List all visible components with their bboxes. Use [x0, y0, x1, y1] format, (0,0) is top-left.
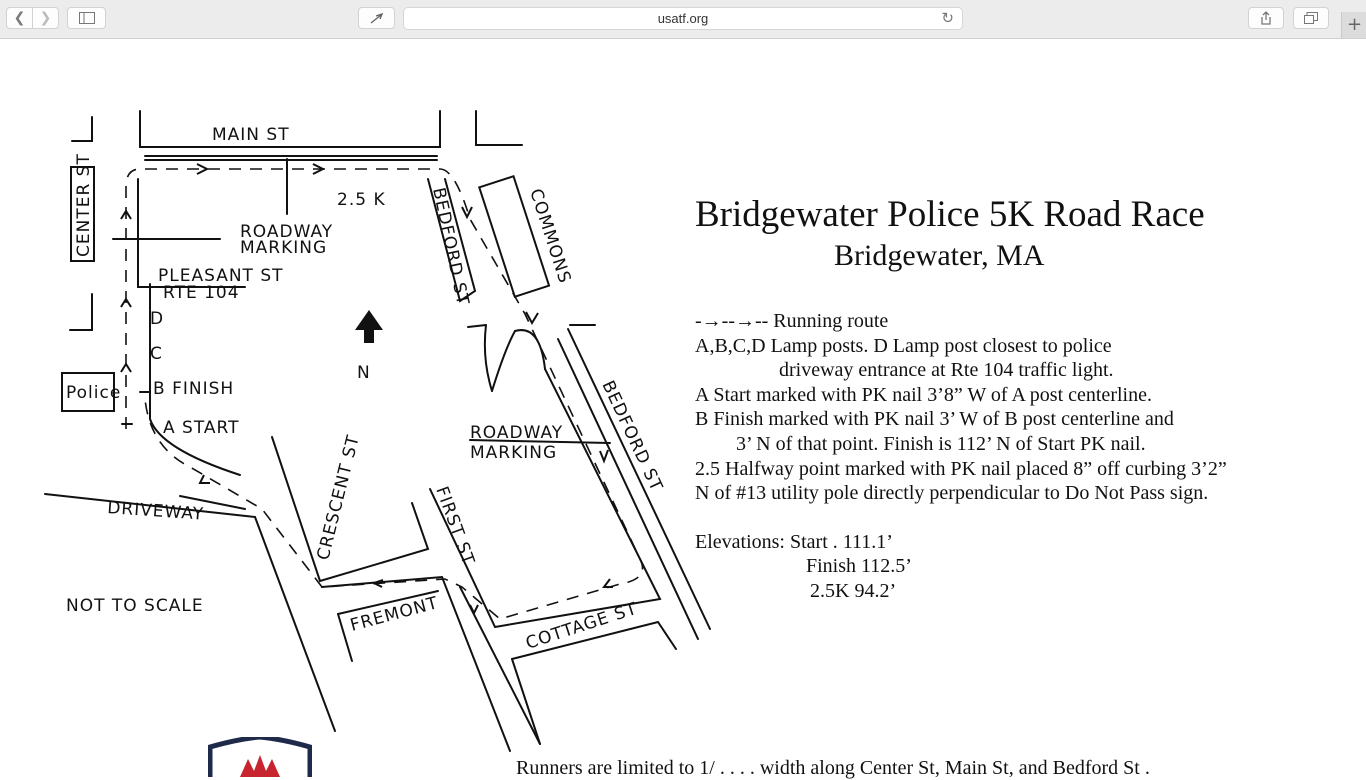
- legend-line-1: A,B,C,D Lamp posts. D Lamp post closest to police: [695, 334, 1112, 357]
- label-cottage-st: COTTAGE ST: [523, 598, 641, 654]
- feather-icon: [369, 12, 385, 24]
- legend-route: -→--→-- Running route: [695, 310, 889, 332]
- label-north: N: [357, 363, 371, 383]
- label-police: Police: [66, 383, 122, 403]
- label-lamp-d: D: [150, 309, 165, 329]
- label-halfway: 2.5 K: [337, 190, 386, 210]
- label-first-st: FIRST ST: [431, 483, 479, 569]
- legend-line-6: 2.5 Halfway point marked with PK nail placed 8” off curbing 3’2”: [695, 457, 1227, 480]
- forward-button[interactable]: [32, 7, 59, 29]
- usatf-shield-logo: [208, 737, 312, 777]
- label-driveway: DRIVEWAY: [106, 498, 205, 525]
- url-text[interactable]: usatf.org: [657, 11, 709, 26]
- footer-text: Runners are limited to 1/ . . . . width along Center St, Main St, and Bedford St .: [516, 757, 1150, 779]
- sidebar-icon: [79, 12, 95, 24]
- label-fremont: FREMONT: [348, 593, 441, 636]
- share-button[interactable]: [1248, 7, 1284, 29]
- chevron-left-icon: ❮: [13, 10, 26, 26]
- label-bedford-st-top: BEDFORD ST: [428, 185, 473, 308]
- label-bedford-st-right: BEDFORD ST: [597, 377, 667, 495]
- tabs-button[interactable]: [1293, 7, 1329, 29]
- legend-line-3: A Start marked with PK nail 3’8” W of A post centerline.: [695, 383, 1152, 406]
- reload-icon[interactable]: ↻: [941, 9, 954, 27]
- elevation-start: Elevations: Start . 111.1’: [695, 530, 893, 553]
- legend-line-4: B Finish marked with PK nail 3’ W of B post centerline and: [695, 408, 1174, 431]
- label-roadway-1b: MARKING: [240, 238, 328, 258]
- label-finish: B FINISH: [153, 379, 235, 399]
- label-roadway-2b: MARKING: [470, 443, 558, 463]
- label-roadway-2a: ROADWAY: [470, 423, 564, 443]
- label-roadway-1a: ROADWAY: [240, 222, 334, 242]
- course-map: [0, 39, 720, 768]
- label-not-to-scale: NOT TO SCALE: [66, 596, 204, 616]
- course-legend: [695, 309, 1227, 604]
- label-pleasant-st: PLEASANT ST: [158, 266, 284, 286]
- label-center-st: CENTER ST: [74, 153, 94, 257]
- elevation-halfway: 2.5K 94.2’: [810, 579, 897, 602]
- elevation-finish: Finish 112.5’: [806, 555, 912, 578]
- label-start: A START: [163, 418, 240, 438]
- route-symbol: -→--→-: [695, 310, 762, 332]
- address-bar[interactable]: [403, 7, 963, 30]
- page-title: Bridgewater Police 5K Road Race: [695, 194, 1205, 235]
- page-subtitle: Bridgewater, MA: [834, 239, 1045, 272]
- feature-button[interactable]: [358, 7, 395, 29]
- label-commons: COMMONS: [525, 186, 575, 287]
- share-icon: [1260, 11, 1272, 25]
- new-tab-button[interactable]: [1341, 12, 1366, 38]
- back-button[interactable]: [6, 7, 33, 29]
- legend-line-7: N of #13 utility pole directly perpendicular to Do Not Pass sign.: [695, 482, 1209, 505]
- chevron-right-icon: ❯: [39, 10, 52, 26]
- browser-toolbar: [0, 0, 1366, 39]
- label-crescent-st: CRESCENT ST: [313, 432, 364, 563]
- label-lamp-c: C: [150, 344, 163, 364]
- legend-line-5: 3’ N of that point. Finish is 112’ N of Start PK nail.: [736, 432, 1146, 455]
- page-content: [0, 39, 1366, 779]
- label-main-st: MAIN ST: [212, 125, 290, 145]
- north-arrow-icon: [355, 310, 383, 343]
- plus-icon: +: [1346, 14, 1363, 35]
- legend-line-2: driveway entrance at Rte 104 traffic light.: [779, 359, 1114, 382]
- sidebar-button[interactable]: [67, 7, 106, 29]
- tabs-icon: [1304, 12, 1318, 24]
- label-rte-104: RTE 104: [163, 283, 240, 303]
